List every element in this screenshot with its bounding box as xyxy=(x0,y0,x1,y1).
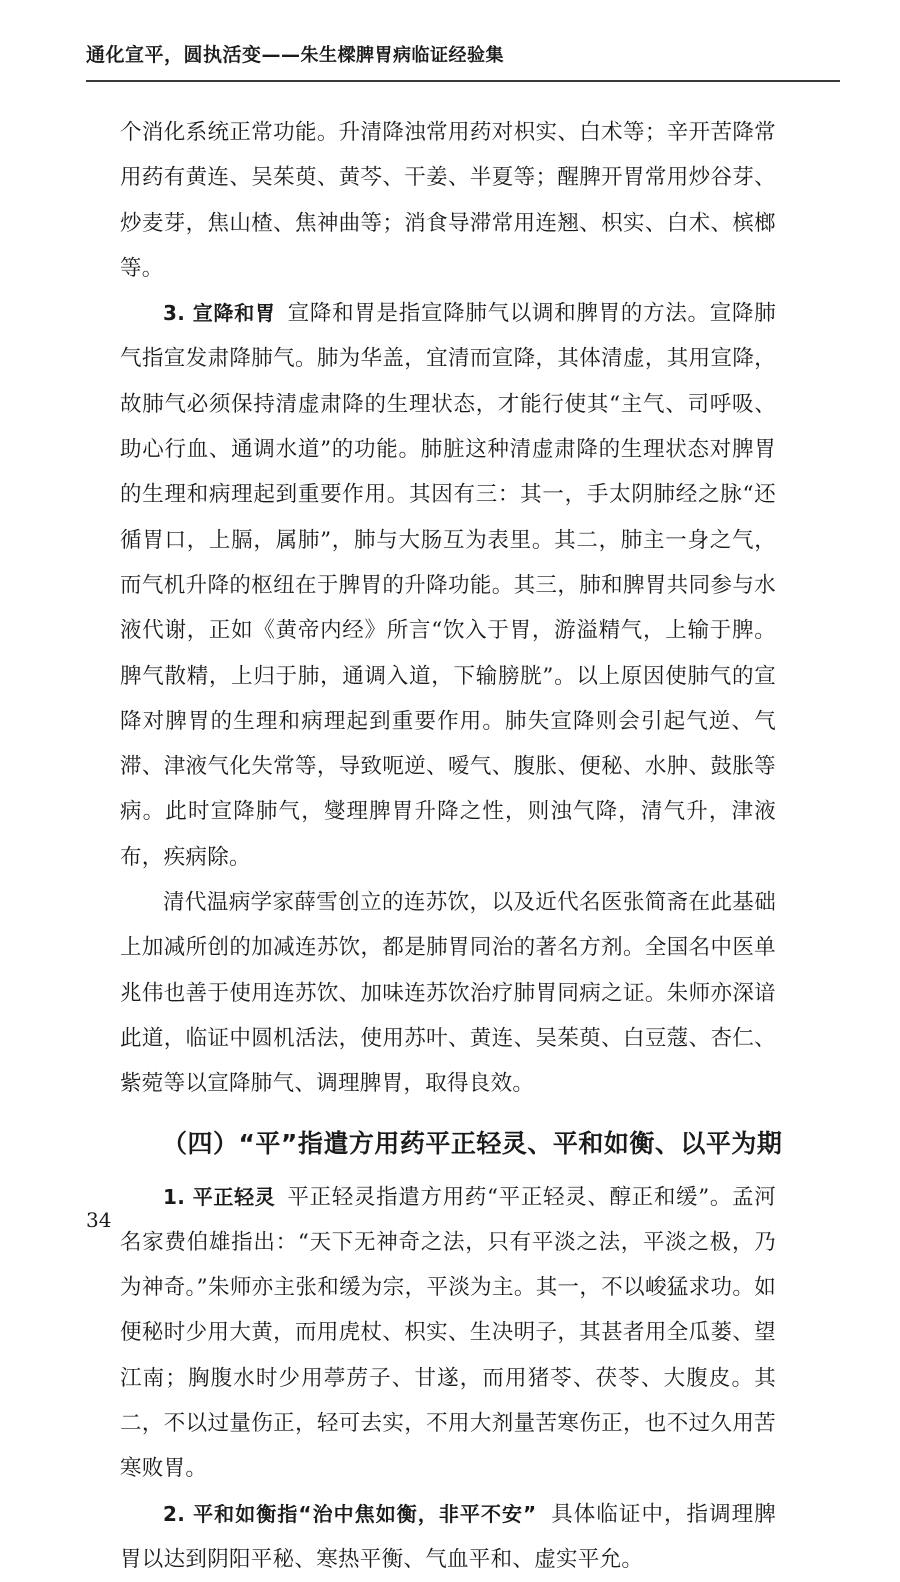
paragraph-text: 宣降和胃是指宣降肺气以调和脾胃的方法。宣降肺气指宣发肃降肺气。肺为华盖，宜清而宣降，其体清虚，其用宣降，故肺气必须保持清虚肃降的生理状态，才能行使其“主气、司呼吸、助心行血、通调水道”的功能。肺脏这种清虚肃降的生理状态对脾胃的生理和病理起到重要作用。其因有三：其一，手太阴肺经之脉“还循胃口，上膈，属肺”，肺与大肠互为表里。其二，肺主一身之气，而气机升降的枢纽在于脾胃的升降功能。其三，肺和脾胃共同参与水液代谢，正如《黄帝内经》所言“饮入于胃，游溢精气，上输于脾。脾气散精，上归于肺，通调入道，下输膀胱”。以上原因使肺气的宣降对脾胃的生理和病理起到重要作用。肺失宣降则会引起气逆、气滞、津液气化失常等，导致呃逆、嗳气、腹胀、便秘、水肿、鼓胀等病。此时宣降肺气，燮理脾胃升降之性，则浊气降，清气升，津液布，疾病除。 xyxy=(120,301,776,870)
paragraph-pinghe-ruheng xyxy=(120,1492,776,1582)
paragraph-xuanjiang-hewei xyxy=(120,291,776,880)
book-subtitle: 朱生樑脾胃病临证经验集 xyxy=(300,45,505,66)
page-body xyxy=(120,110,783,1582)
page-number: 34 xyxy=(86,1208,112,1232)
paragraph-pingzheng-qingling xyxy=(120,1175,776,1492)
running-header xyxy=(86,40,504,67)
subsection-heading-xuanjiang-hewei: 3. 宣降和胃 xyxy=(163,301,276,326)
paragraph-text: 具体临证中，指调理脾胃以达到阴阳平秘、寒热平衡、气血平和、虚实平允。 xyxy=(120,1501,776,1572)
title-separator: —— xyxy=(261,44,301,66)
subsection-heading-pinghe-ruheng: 2. 平和如衡指“治中焦如衡，非平不安” xyxy=(163,1501,537,1526)
header-rule xyxy=(86,80,840,82)
section-heading: （四）“平”指遣方用药平正轻灵、平和如衡、以平为期 xyxy=(162,1128,783,1158)
paragraph-continuation: 个消化系统正常功能。升清降浊常用药对枳实、白术等；辛开苦降常用药有黄连、吴茱萸、黄芩、干姜、半夏等；醒脾开胃常用炒谷芽、炒麦芽，焦山楂、焦神曲等；消食导滞常用连翘、枳实、白术、槟榔等。 xyxy=(120,120,776,281)
book-title: 通化宣平，圆执活变 xyxy=(86,44,262,66)
paragraph-liansuyin: 清代温病学家薛雪创立的连苏饮，以及近代名医张简斋在此基础上加减所创的加减连苏饮，都是肺胃同治的著名方剂。全国名中医单兆伟也善于使用连苏饮、加味连苏饮治疗肺胃同病之证。朱师亦深谙此道，临证中圆机活法，使用苏叶、黄连、吴茱萸、白豆蔻、杏仁、紫菀等以宣降肺气、调理脾胃，取得良效。 xyxy=(120,890,776,1097)
paragraph-text: 平正轻灵指遣方用药“平正轻灵、醇正和缓”。孟河名家费伯雄指出：“天下无神奇之法，只有平淡之法，平淡之极，乃为神奇。”朱师亦主张和缓为宗，平淡为主。其一，不以峻猛求功。如便秘时少用大黄，而用虎杖、枳实、生决明子，其甚者用全瓜蒌、望江南；胸腹水时少用葶苈子、甘遂，而用猪苓、茯苓、大腹皮。其二，不以过量伤正，轻可去实，不用大剂量苦寒伤正，也不过久用苦寒败胃。 xyxy=(120,1184,776,1482)
subsection-heading-pingzheng-qingling: 1. 平正轻灵 xyxy=(163,1184,276,1209)
